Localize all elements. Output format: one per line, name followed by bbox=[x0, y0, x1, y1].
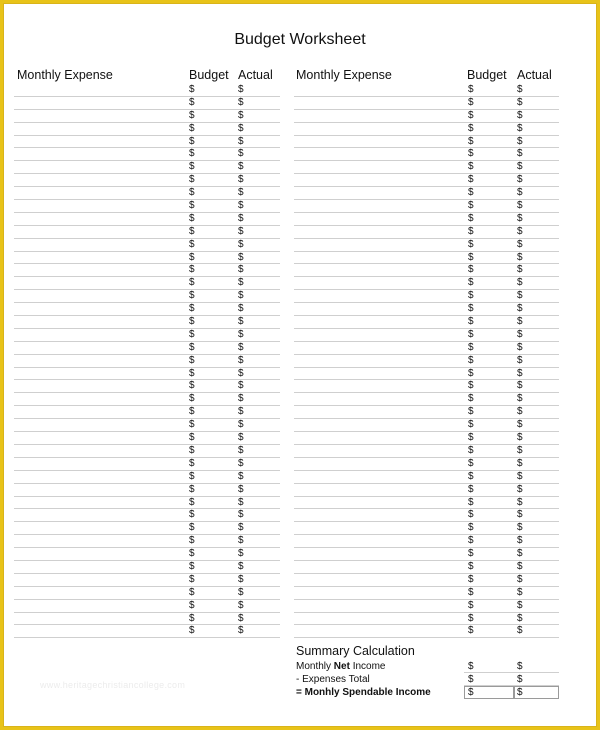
right-budget-cell[interactable]: $ bbox=[468, 109, 474, 121]
right-actual-cell[interactable]: $ bbox=[517, 187, 523, 199]
page-title: Budget Worksheet bbox=[234, 31, 366, 48]
right-expense-row[interactable] bbox=[294, 355, 559, 368]
left-expense-row[interactable] bbox=[14, 110, 280, 123]
right-actual-cell[interactable]: $ bbox=[517, 341, 523, 353]
right-actual-cell[interactable]: $ bbox=[517, 84, 523, 95]
left-expense-row[interactable] bbox=[14, 264, 280, 277]
left-budget-cell[interactable]: $ bbox=[189, 380, 195, 392]
right-expense-row[interactable] bbox=[294, 174, 559, 187]
left-actual-cell[interactable]: $ bbox=[238, 470, 244, 482]
left-expense-row[interactable] bbox=[14, 471, 280, 484]
left-budget-cell[interactable]: $ bbox=[189, 251, 195, 263]
right-expense-row[interactable] bbox=[294, 419, 559, 432]
watermark-text: www.heritagechristiancollege.com bbox=[40, 680, 186, 690]
left-budget-cell[interactable]: $ bbox=[189, 264, 195, 276]
left-budget-cell[interactable]: $ bbox=[189, 290, 195, 302]
right-actual-cell[interactable]: $ bbox=[517, 548, 523, 560]
right-budget-header: Budget bbox=[467, 68, 507, 82]
left-actual-cell[interactable]: $ bbox=[238, 393, 244, 405]
left-actual-cell[interactable]: $ bbox=[238, 444, 244, 456]
right-actual-cell[interactable]: $ bbox=[517, 470, 523, 482]
left-actual-cell[interactable]: $ bbox=[238, 148, 244, 160]
left-actual-header: Actual bbox=[238, 68, 273, 82]
left-actual-cell[interactable]: $ bbox=[238, 496, 244, 508]
left-expense-row[interactable] bbox=[14, 239, 280, 252]
right-actual-cell[interactable]: $ bbox=[517, 560, 523, 572]
right-budget-cell[interactable]: $ bbox=[468, 393, 474, 405]
left-expense-row[interactable] bbox=[14, 226, 280, 239]
left-budget-cell[interactable]: $ bbox=[189, 161, 195, 173]
right-expense-row[interactable] bbox=[294, 600, 559, 613]
right-budget-cell[interactable]: $ bbox=[468, 535, 474, 547]
right-budget-cell[interactable]: $ bbox=[468, 84, 474, 95]
right-actual-cell[interactable]: $ bbox=[517, 393, 523, 405]
left-expense-row[interactable] bbox=[14, 136, 280, 149]
right-actual-cell[interactable]: $ bbox=[517, 380, 523, 392]
right-actual-cell[interactable]: $ bbox=[517, 212, 523, 224]
right-expense-row[interactable] bbox=[294, 445, 559, 458]
right-actual-cell[interactable]: $ bbox=[517, 432, 523, 444]
left-budget-cell[interactable]: $ bbox=[189, 599, 195, 611]
left-expense-row[interactable] bbox=[14, 342, 280, 355]
right-actual-cell[interactable]: $ bbox=[517, 109, 523, 121]
left-expense-row[interactable] bbox=[14, 355, 280, 368]
left-actual-cell[interactable]: $ bbox=[238, 573, 244, 585]
net-income-budget-cell[interactable]: $ bbox=[468, 661, 474, 672]
right-budget-cell[interactable]: $ bbox=[468, 251, 474, 263]
left-actual-cell[interactable]: $ bbox=[238, 84, 244, 95]
left-actual-cell[interactable]: $ bbox=[238, 290, 244, 302]
right-expense-row[interactable] bbox=[294, 548, 559, 561]
right-expense-row[interactable] bbox=[294, 574, 559, 587]
left-expense-row[interactable] bbox=[14, 393, 280, 406]
left-actual-cell[interactable]: $ bbox=[238, 560, 244, 572]
right-expense-row[interactable] bbox=[294, 587, 559, 600]
left-budget-cell[interactable]: $ bbox=[189, 303, 195, 315]
right-budget-cell[interactable]: $ bbox=[468, 573, 474, 585]
right-budget-cell[interactable]: $ bbox=[468, 432, 474, 444]
left-expense-row[interactable] bbox=[14, 561, 280, 574]
right-actual-cell[interactable]: $ bbox=[517, 277, 523, 289]
right-budget-cell[interactable]: $ bbox=[468, 303, 474, 315]
left-actual-cell[interactable]: $ bbox=[238, 625, 244, 637]
right-actual-cell[interactable]: $ bbox=[517, 586, 523, 598]
right-budget-cell[interactable]: $ bbox=[468, 367, 474, 379]
left-expense-row[interactable] bbox=[14, 187, 280, 200]
right-budget-cell[interactable]: $ bbox=[468, 122, 474, 134]
left-expense-row[interactable] bbox=[14, 406, 280, 419]
right-expense-row[interactable] bbox=[294, 484, 559, 497]
left-actual-cell[interactable]: $ bbox=[238, 419, 244, 431]
left-actual-cell[interactable]: $ bbox=[238, 251, 244, 263]
left-budget-cell[interactable]: $ bbox=[189, 535, 195, 547]
right-budget-cell[interactable]: $ bbox=[468, 548, 474, 560]
left-expense-row[interactable] bbox=[14, 290, 280, 303]
expenses-total-label: - Expenses Total bbox=[296, 674, 370, 685]
left-actual-cell[interactable]: $ bbox=[238, 548, 244, 560]
right-expense-row[interactable] bbox=[294, 264, 559, 277]
spendable-income-label: = Monhly Spendable Income bbox=[296, 687, 431, 698]
left-budget-cell[interactable]: $ bbox=[189, 277, 195, 289]
right-expense-row[interactable] bbox=[294, 213, 559, 226]
left-actual-cell[interactable]: $ bbox=[238, 328, 244, 340]
left-budget-cell[interactable]: $ bbox=[189, 496, 195, 508]
left-actual-cell[interactable]: $ bbox=[238, 380, 244, 392]
right-budget-cell[interactable]: $ bbox=[468, 560, 474, 572]
right-expense-row[interactable] bbox=[294, 97, 559, 110]
left-expense-row[interactable] bbox=[14, 148, 280, 161]
right-actual-cell[interactable]: $ bbox=[517, 625, 523, 637]
right-expense-row[interactable] bbox=[294, 497, 559, 510]
left-budget-cell[interactable]: $ bbox=[189, 135, 195, 147]
right-expense-row[interactable] bbox=[294, 561, 559, 574]
left-expense-row[interactable] bbox=[14, 458, 280, 471]
right-actual-cell[interactable]: $ bbox=[517, 535, 523, 547]
right-actual-cell[interactable]: $ bbox=[517, 612, 523, 624]
left-budget-cell[interactable]: $ bbox=[189, 200, 195, 212]
net-income-actual-cell[interactable]: $ bbox=[517, 661, 523, 672]
right-expense-row[interactable] bbox=[294, 316, 559, 329]
right-expense-header: Monthly Expense bbox=[296, 68, 392, 82]
right-expense-row[interactable] bbox=[294, 187, 559, 200]
right-budget-cell[interactable]: $ bbox=[468, 444, 474, 456]
left-expense-row[interactable] bbox=[14, 368, 280, 381]
left-actual-cell[interactable]: $ bbox=[238, 96, 244, 108]
right-expense-row[interactable] bbox=[294, 342, 559, 355]
right-actual-cell[interactable]: $ bbox=[517, 238, 523, 250]
right-budget-cell[interactable]: $ bbox=[468, 419, 474, 431]
left-expense-row[interactable] bbox=[14, 548, 280, 561]
left-actual-cell[interactable]: $ bbox=[238, 522, 244, 534]
right-expense-row[interactable] bbox=[294, 535, 559, 548]
left-expense-row[interactable] bbox=[14, 329, 280, 342]
left-budget-cell[interactable]: $ bbox=[189, 174, 195, 186]
right-expense-row[interactable] bbox=[294, 380, 559, 393]
left-actual-cell[interactable]: $ bbox=[238, 367, 244, 379]
left-expense-row[interactable] bbox=[14, 432, 280, 445]
left-expense-row[interactable] bbox=[14, 277, 280, 290]
left-budget-cell[interactable]: $ bbox=[189, 316, 195, 328]
left-actual-cell[interactable]: $ bbox=[238, 212, 244, 224]
left-expense-row[interactable] bbox=[14, 213, 280, 226]
right-actual-cell[interactable]: $ bbox=[517, 419, 523, 431]
left-budget-cell[interactable]: $ bbox=[189, 444, 195, 456]
left-expense-row[interactable] bbox=[14, 123, 280, 136]
right-budget-cell[interactable]: $ bbox=[468, 625, 474, 637]
left-budget-cell[interactable]: $ bbox=[189, 432, 195, 444]
left-expense-row[interactable] bbox=[14, 97, 280, 110]
left-budget-cell[interactable]: $ bbox=[189, 522, 195, 534]
net-income-row[interactable] bbox=[296, 660, 559, 673]
left-budget-cell[interactable]: $ bbox=[189, 573, 195, 585]
right-expense-row[interactable] bbox=[294, 161, 559, 174]
right-actual-cell[interactable]: $ bbox=[517, 122, 523, 134]
left-budget-cell[interactable]: $ bbox=[189, 354, 195, 366]
right-budget-cell[interactable]: $ bbox=[468, 496, 474, 508]
right-actual-cell[interactable]: $ bbox=[517, 96, 523, 108]
left-budget-cell[interactable]: $ bbox=[189, 225, 195, 237]
left-expense-table bbox=[14, 84, 280, 638]
left-budget-cell[interactable]: $ bbox=[189, 393, 195, 405]
right-expense-row[interactable] bbox=[294, 613, 559, 626]
right-expense-row[interactable] bbox=[294, 509, 559, 522]
left-budget-cell[interactable]: $ bbox=[189, 341, 195, 353]
left-actual-cell[interactable]: $ bbox=[238, 586, 244, 598]
left-budget-cell[interactable]: $ bbox=[189, 148, 195, 160]
left-budget-cell[interactable]: $ bbox=[189, 367, 195, 379]
right-expense-row[interactable] bbox=[294, 303, 559, 316]
right-budget-cell[interactable]: $ bbox=[468, 586, 474, 598]
right-budget-cell[interactable]: $ bbox=[468, 470, 474, 482]
left-actual-cell[interactable]: $ bbox=[238, 483, 244, 495]
spendable-budget-cell[interactable]: $ bbox=[468, 687, 474, 698]
right-actual-header: Actual bbox=[517, 68, 552, 82]
left-budget-cell[interactable]: $ bbox=[189, 328, 195, 340]
right-budget-cell[interactable]: $ bbox=[468, 354, 474, 366]
left-budget-cell[interactable]: $ bbox=[189, 625, 195, 637]
right-actual-cell[interactable]: $ bbox=[517, 161, 523, 173]
right-actual-cell[interactable]: $ bbox=[517, 599, 523, 611]
right-budget-cell[interactable]: $ bbox=[468, 187, 474, 199]
right-actual-cell[interactable]: $ bbox=[517, 200, 523, 212]
left-actual-cell[interactable]: $ bbox=[238, 122, 244, 134]
left-actual-cell[interactable]: $ bbox=[238, 238, 244, 250]
right-budget-cell[interactable]: $ bbox=[468, 148, 474, 160]
left-actual-cell[interactable]: $ bbox=[238, 225, 244, 237]
right-expense-row[interactable] bbox=[294, 226, 559, 239]
right-expense-row[interactable] bbox=[294, 458, 559, 471]
left-budget-cell[interactable]: $ bbox=[189, 187, 195, 199]
right-budget-cell[interactable]: $ bbox=[468, 328, 474, 340]
left-expense-row[interactable] bbox=[14, 84, 280, 97]
summary-title: Summary Calculation bbox=[296, 644, 415, 658]
left-expense-row[interactable] bbox=[14, 252, 280, 265]
left-actual-cell[interactable]: $ bbox=[238, 277, 244, 289]
left-expense-row[interactable] bbox=[14, 161, 280, 174]
left-actual-cell[interactable]: $ bbox=[238, 316, 244, 328]
right-actual-cell[interactable]: $ bbox=[517, 135, 523, 147]
left-budget-cell[interactable]: $ bbox=[189, 96, 195, 108]
left-expense-row[interactable] bbox=[14, 303, 280, 316]
right-budget-cell[interactable]: $ bbox=[468, 174, 474, 186]
left-expense-row[interactable] bbox=[14, 316, 280, 329]
left-actual-cell[interactable]: $ bbox=[238, 174, 244, 186]
right-budget-cell[interactable]: $ bbox=[468, 96, 474, 108]
left-budget-cell[interactable]: $ bbox=[189, 109, 195, 121]
left-budget-header: Budget bbox=[189, 68, 229, 82]
right-actual-cell[interactable]: $ bbox=[517, 174, 523, 186]
spendable-actual-cell[interactable]: $ bbox=[517, 687, 523, 698]
left-actual-cell[interactable]: $ bbox=[238, 135, 244, 147]
right-expense-row[interactable] bbox=[294, 200, 559, 213]
left-expense-row[interactable] bbox=[14, 445, 280, 458]
left-budget-cell[interactable]: $ bbox=[189, 509, 195, 521]
right-budget-cell[interactable]: $ bbox=[468, 599, 474, 611]
left-actual-cell[interactable]: $ bbox=[238, 264, 244, 276]
right-expense-row[interactable] bbox=[294, 84, 559, 97]
left-budget-cell[interactable]: $ bbox=[189, 470, 195, 482]
right-expense-row[interactable] bbox=[294, 123, 559, 136]
right-expense-row[interactable] bbox=[294, 110, 559, 123]
right-expense-row[interactable] bbox=[294, 432, 559, 445]
expenses-total-row[interactable] bbox=[296, 673, 559, 686]
right-expense-row[interactable] bbox=[294, 625, 559, 638]
right-expense-table bbox=[294, 84, 559, 638]
right-budget-cell[interactable]: $ bbox=[468, 483, 474, 495]
right-actual-cell[interactable]: $ bbox=[517, 251, 523, 263]
right-expense-row[interactable] bbox=[294, 471, 559, 484]
right-actual-cell[interactable]: $ bbox=[517, 290, 523, 302]
left-actual-cell[interactable]: $ bbox=[238, 187, 244, 199]
right-budget-cell[interactable]: $ bbox=[468, 238, 474, 250]
right-actual-cell[interactable]: $ bbox=[517, 496, 523, 508]
left-budget-cell[interactable]: $ bbox=[189, 483, 195, 495]
left-actual-cell[interactable]: $ bbox=[238, 303, 244, 315]
left-actual-cell[interactable]: $ bbox=[238, 109, 244, 121]
left-expense-row[interactable] bbox=[14, 200, 280, 213]
left-expense-row[interactable] bbox=[14, 484, 280, 497]
expenses-total-budget-cell[interactable]: $ bbox=[468, 674, 474, 685]
right-budget-cell[interactable]: $ bbox=[468, 290, 474, 302]
left-expense-row[interactable] bbox=[14, 613, 280, 626]
right-expense-row[interactable] bbox=[294, 522, 559, 535]
left-budget-cell[interactable]: $ bbox=[189, 612, 195, 624]
left-expense-header: Monthly Expense bbox=[17, 68, 113, 82]
left-expense-row[interactable] bbox=[14, 380, 280, 393]
left-actual-cell[interactable]: $ bbox=[238, 161, 244, 173]
right-expense-row[interactable] bbox=[294, 329, 559, 342]
right-budget-cell[interactable]: $ bbox=[468, 277, 474, 289]
net-income-label: Monthly Net Income bbox=[296, 661, 386, 672]
right-actual-cell[interactable]: $ bbox=[517, 367, 523, 379]
left-budget-cell[interactable]: $ bbox=[189, 212, 195, 224]
right-actual-cell[interactable]: $ bbox=[517, 303, 523, 315]
left-expense-row[interactable] bbox=[14, 509, 280, 522]
right-budget-cell[interactable]: $ bbox=[468, 612, 474, 624]
right-actual-cell[interactable]: $ bbox=[517, 522, 523, 534]
right-expense-row[interactable] bbox=[294, 252, 559, 265]
left-budget-cell[interactable]: $ bbox=[189, 84, 195, 95]
right-budget-cell[interactable]: $ bbox=[468, 509, 474, 521]
left-expense-row[interactable] bbox=[14, 574, 280, 587]
right-actual-cell[interactable]: $ bbox=[517, 509, 523, 521]
right-actual-cell[interactable]: $ bbox=[517, 406, 523, 418]
right-expense-row[interactable] bbox=[294, 239, 559, 252]
right-actual-cell[interactable]: $ bbox=[517, 225, 523, 237]
left-expense-row[interactable] bbox=[14, 625, 280, 638]
right-actual-cell[interactable]: $ bbox=[517, 264, 523, 276]
expenses-total-actual-cell[interactable]: $ bbox=[517, 674, 523, 685]
left-actual-cell[interactable]: $ bbox=[238, 341, 244, 353]
left-expense-row[interactable] bbox=[14, 535, 280, 548]
left-actual-cell[interactable]: $ bbox=[238, 432, 244, 444]
left-actual-cell[interactable]: $ bbox=[238, 200, 244, 212]
right-budget-cell[interactable]: $ bbox=[468, 225, 474, 237]
right-expense-row[interactable] bbox=[294, 136, 559, 149]
left-expense-row[interactable] bbox=[14, 419, 280, 432]
right-actual-cell[interactable]: $ bbox=[517, 328, 523, 340]
left-expense-row[interactable] bbox=[14, 522, 280, 535]
right-budget-cell[interactable]: $ bbox=[468, 161, 474, 173]
left-expense-row[interactable] bbox=[14, 600, 280, 613]
left-actual-cell[interactable]: $ bbox=[238, 509, 244, 521]
right-expense-row[interactable] bbox=[294, 406, 559, 419]
right-budget-cell[interactable]: $ bbox=[468, 341, 474, 353]
left-expense-row[interactable] bbox=[14, 497, 280, 510]
right-budget-cell[interactable]: $ bbox=[468, 264, 474, 276]
right-actual-cell[interactable]: $ bbox=[517, 316, 523, 328]
left-budget-cell[interactable]: $ bbox=[189, 586, 195, 598]
right-budget-cell[interactable]: $ bbox=[468, 457, 474, 469]
right-actual-cell[interactable]: $ bbox=[517, 483, 523, 495]
right-actual-cell[interactable]: $ bbox=[517, 148, 523, 160]
left-budget-cell[interactable]: $ bbox=[189, 560, 195, 572]
left-budget-cell[interactable]: $ bbox=[189, 548, 195, 560]
right-budget-cell[interactable]: $ bbox=[468, 212, 474, 224]
left-budget-cell[interactable]: $ bbox=[189, 419, 195, 431]
right-budget-cell[interactable]: $ bbox=[468, 200, 474, 212]
right-actual-cell[interactable]: $ bbox=[517, 444, 523, 456]
right-budget-cell[interactable]: $ bbox=[468, 316, 474, 328]
right-actual-cell[interactable]: $ bbox=[517, 457, 523, 469]
left-actual-cell[interactable]: $ bbox=[238, 354, 244, 366]
right-expense-row[interactable] bbox=[294, 148, 559, 161]
right-expense-row[interactable] bbox=[294, 277, 559, 290]
right-actual-cell[interactable]: $ bbox=[517, 354, 523, 366]
right-budget-cell[interactable]: $ bbox=[468, 406, 474, 418]
left-expense-row[interactable] bbox=[14, 174, 280, 187]
right-expense-row[interactable] bbox=[294, 290, 559, 303]
left-actual-cell[interactable]: $ bbox=[238, 457, 244, 469]
left-actual-cell[interactable]: $ bbox=[238, 612, 244, 624]
left-actual-cell[interactable]: $ bbox=[238, 406, 244, 418]
right-expense-row[interactable] bbox=[294, 368, 559, 381]
left-budget-cell[interactable]: $ bbox=[189, 122, 195, 134]
right-budget-cell[interactable]: $ bbox=[468, 135, 474, 147]
spendable-income-row[interactable] bbox=[296, 686, 559, 699]
left-budget-cell[interactable]: $ bbox=[189, 406, 195, 418]
right-expense-row[interactable] bbox=[294, 393, 559, 406]
left-actual-cell[interactable]: $ bbox=[238, 535, 244, 547]
left-budget-cell[interactable]: $ bbox=[189, 238, 195, 250]
left-expense-row[interactable] bbox=[14, 587, 280, 600]
left-budget-cell[interactable]: $ bbox=[189, 457, 195, 469]
right-budget-cell[interactable]: $ bbox=[468, 522, 474, 534]
right-actual-cell[interactable]: $ bbox=[517, 573, 523, 585]
left-actual-cell[interactable]: $ bbox=[238, 599, 244, 611]
right-budget-cell[interactable]: $ bbox=[468, 380, 474, 392]
